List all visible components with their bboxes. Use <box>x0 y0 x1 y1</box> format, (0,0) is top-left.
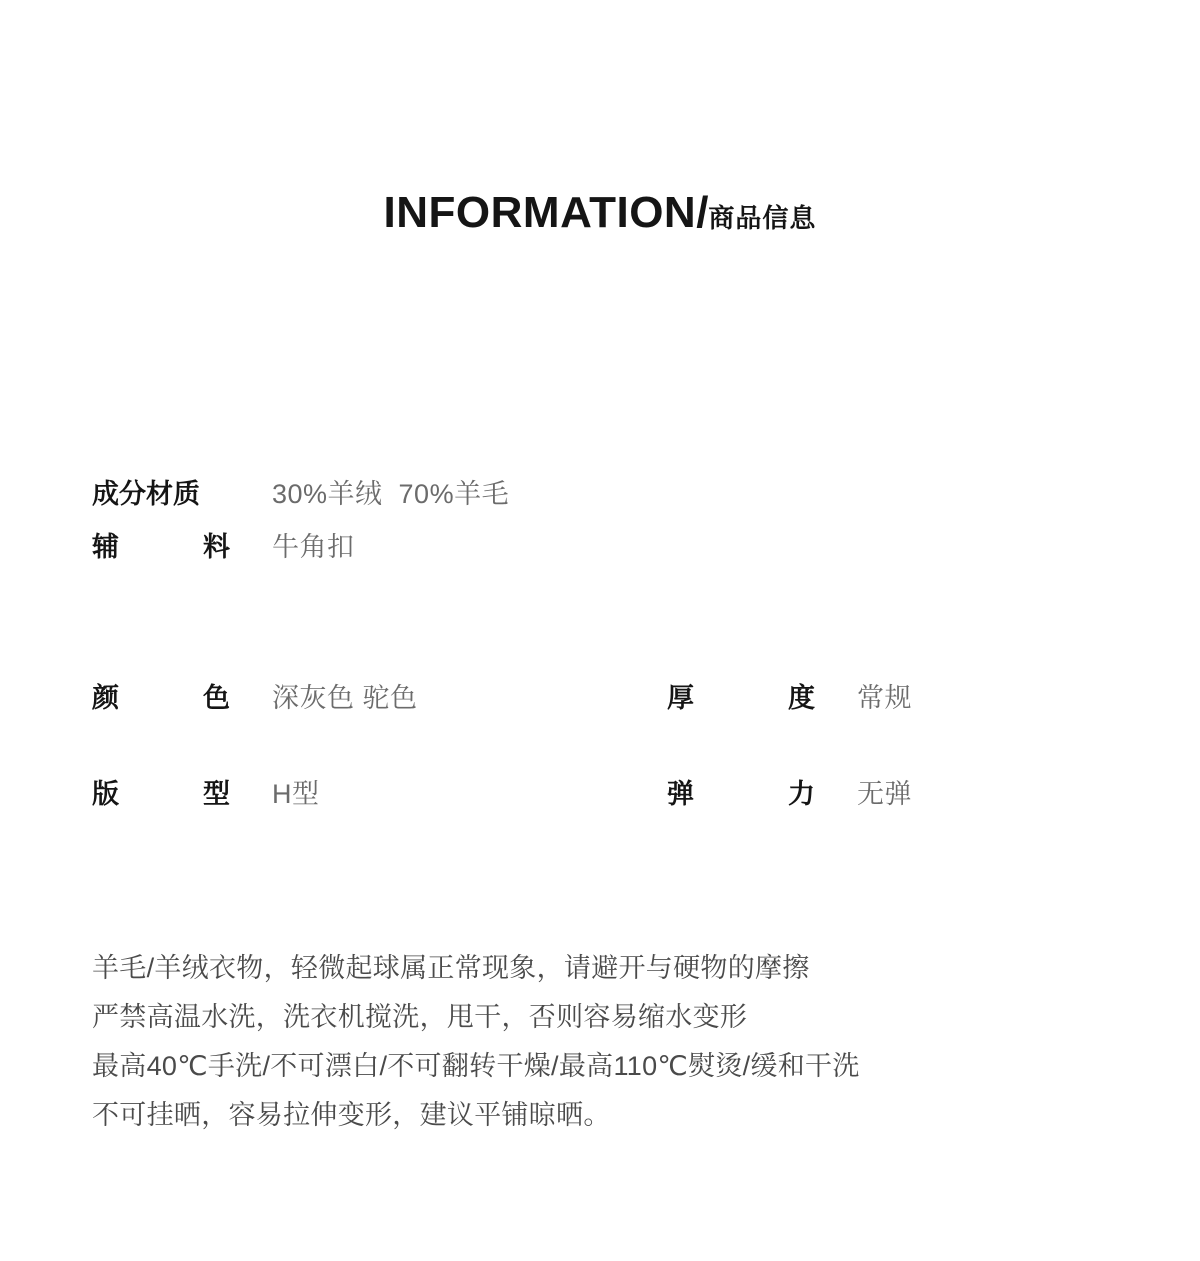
spec-label-fit <box>92 772 272 811</box>
spec-row-composition <box>92 472 1112 511</box>
spec-label-color-char-1: 颜 <box>92 683 119 713</box>
spec-label-thickness-char-2: 度 <box>788 683 815 713</box>
spec-item-fit <box>92 772 667 811</box>
spec-value-composition: 30%羊绒 70%羊毛 <box>272 479 510 509</box>
spec-row-color-thickness <box>92 676 1132 715</box>
spec-value-elasticity: 无弹 <box>857 779 912 809</box>
spec-value-thickness: 常规 <box>857 683 912 713</box>
title-chinese: 商品信息 <box>708 203 817 233</box>
spec-item-color <box>92 676 667 715</box>
spec-label-fit-char-1: 版 <box>92 779 119 809</box>
spec-row-fit-elasticity <box>92 772 1132 811</box>
spec-label-color <box>92 676 272 715</box>
spec-label-accessory-char-1: 辅 <box>92 532 119 562</box>
care-instructions <box>92 944 1122 1140</box>
spec-label-thickness-char-1: 厚 <box>667 683 694 713</box>
spec-item-thickness <box>667 676 912 715</box>
spec-label-elasticity-char-1: 弹 <box>667 779 694 809</box>
spec-label-composition-text: 成分材质 <box>92 479 200 509</box>
spec-value-color: 深灰色 驼色 <box>272 683 418 713</box>
spec-row-accessory <box>92 525 1112 564</box>
spec-label-accessory-char-2: 料 <box>203 532 230 562</box>
spec-item-elasticity <box>667 772 912 811</box>
title-english: INFORMATION <box>383 188 697 237</box>
page-title <box>0 188 1200 238</box>
title-separator: / <box>696 188 709 237</box>
spec-label-fit-char-2: 型 <box>203 779 230 809</box>
spec-label-thickness <box>667 676 857 715</box>
spec-value-accessory: 牛角扣 <box>272 532 355 562</box>
spec-label-composition <box>92 472 272 511</box>
care-line: 严禁高温水洗，洗衣机搅洗，甩干，否则容易缩水变形 <box>92 1002 748 1032</box>
spec-label-accessory <box>92 525 272 564</box>
care-line: 最高40℃手洗/不可漂白/不可翻转干燥/最高110℃熨烫/缓和干洗 <box>92 1051 860 1081</box>
care-line: 不可挂晒，容易拉伸变形，建议平铺晾晒。 <box>92 1100 611 1130</box>
spec-label-elasticity-char-2: 力 <box>788 779 815 809</box>
spec-label-elasticity <box>667 772 857 811</box>
spec-label-color-char-2: 色 <box>203 683 230 713</box>
spec-list-primary <box>92 472 1112 578</box>
spec-value-fit: H型 <box>272 779 320 809</box>
care-line: 羊毛/羊绒衣物，轻微起球属正常现象，请避开与硬物的摩擦 <box>92 953 810 983</box>
